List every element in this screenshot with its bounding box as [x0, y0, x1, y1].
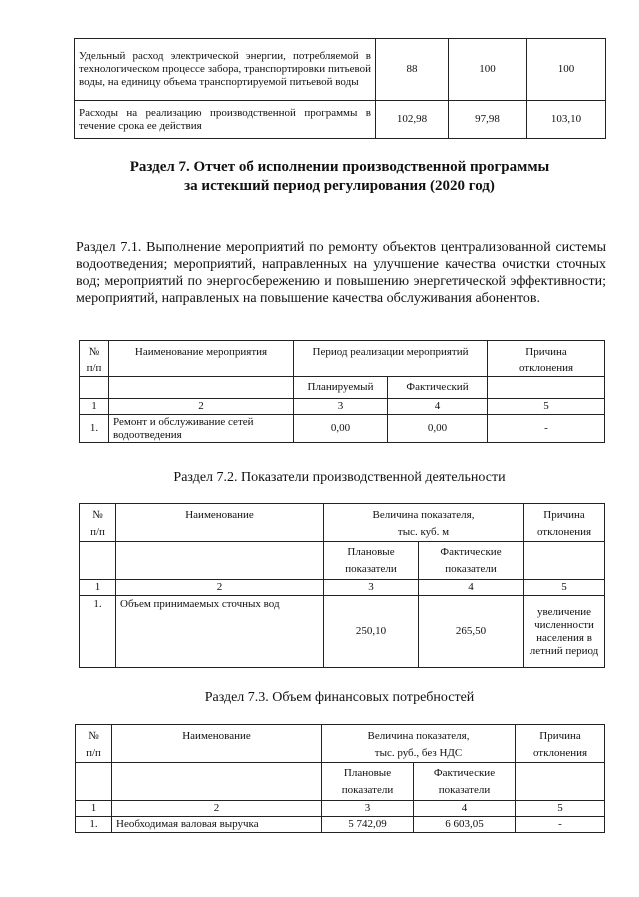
indicator-value: 88: [376, 39, 449, 101]
section-7-3-heading: Раздел 7.3. Объем финансовых потребностей: [204, 690, 475, 705]
header-planned: Плановые показатели: [322, 763, 414, 801]
section-7-heading: [74, 158, 605, 196]
header-actual: Фактический: [388, 377, 488, 399]
table-row: 1. Ремонт и обслуживание сетей водоотведения 0,00 0,00 -: [80, 415, 605, 443]
section-7-1-table: [79, 340, 605, 443]
table-row: 1. Необходимая валовая выручка 5 742,09 6 603,05 -: [76, 817, 605, 833]
header-reason: Причина отклонения: [488, 341, 605, 377]
section-7-3-table: [75, 724, 605, 833]
table-row: [75, 39, 606, 101]
header-actual: Фактические показатели: [414, 763, 516, 801]
header-reason: Причина отклонения: [524, 504, 605, 542]
header-name: Наименование: [112, 725, 322, 763]
column-index-row: 1 2 3 4 5: [80, 399, 605, 415]
column-index-row: 1 2 3 4 5: [80, 580, 605, 596]
header-planned: Планируемый: [294, 377, 388, 399]
header-num: № п/п: [80, 504, 116, 542]
table-row: [75, 101, 606, 139]
header-reason: Причина отклонения: [516, 725, 605, 763]
section-7-title-line2: за истекший период регулирования (2020 год): [184, 178, 495, 194]
indicator-value: 100: [449, 39, 527, 101]
indicator-label: Удельный расход электрической энергии, потребляемой в технологическом процессе забора, транспортировки питьевой воды, на единицу объема транспортируемой питьевой воды: [75, 39, 376, 101]
column-index-row: 1 2 3 4 5: [76, 801, 605, 817]
header-period: Период реализации мероприятий: [294, 341, 488, 377]
header-planned: Плановые показатели: [324, 542, 419, 580]
section-7-title-line1: Раздел 7. Отчет об исполнении производственной программы: [129, 159, 550, 175]
indicator-value: 102,98: [376, 101, 449, 139]
header-num: № п/п: [80, 341, 109, 377]
top-indicators-table: [74, 38, 606, 139]
indicator-value: 97,98: [449, 101, 527, 139]
section-7-2-table: [79, 503, 605, 668]
section-7-1-paragraph: Раздел 7.1. Выполнение мероприятий по ремонту объектов централизованной системы водоотведения; мероприятий, направленных на улучшение качества очистки сточных вод; мероприятий по энергосбережению и повышению энергетической эффективности; мероприятий, направленых на повышение качества обслуживания абонентов.: [76, 240, 606, 306]
header-actual: Фактические показатели: [419, 542, 524, 580]
header-num: № п/п: [76, 725, 112, 763]
header-name: Наименование: [116, 504, 324, 542]
header-name: Наименование мероприятия: [109, 341, 294, 377]
table-row: 1. Объем принимаемых сточных вод 250,10 265,50 увеличение численности населения в летний период: [80, 596, 605, 668]
header-value: Величина показателя, тыс. руб., без НДС: [322, 725, 516, 763]
section-7-2-heading: Раздел 7.2. Показатели производственной деятельности: [173, 470, 506, 485]
indicator-value: 100: [527, 39, 606, 101]
indicator-label: Расходы на реализацию производственной программы в течение срока ее действия: [75, 101, 376, 139]
indicator-value: 103,10: [527, 101, 606, 139]
header-value: Величина показателя, тыс. куб. м: [324, 504, 524, 542]
